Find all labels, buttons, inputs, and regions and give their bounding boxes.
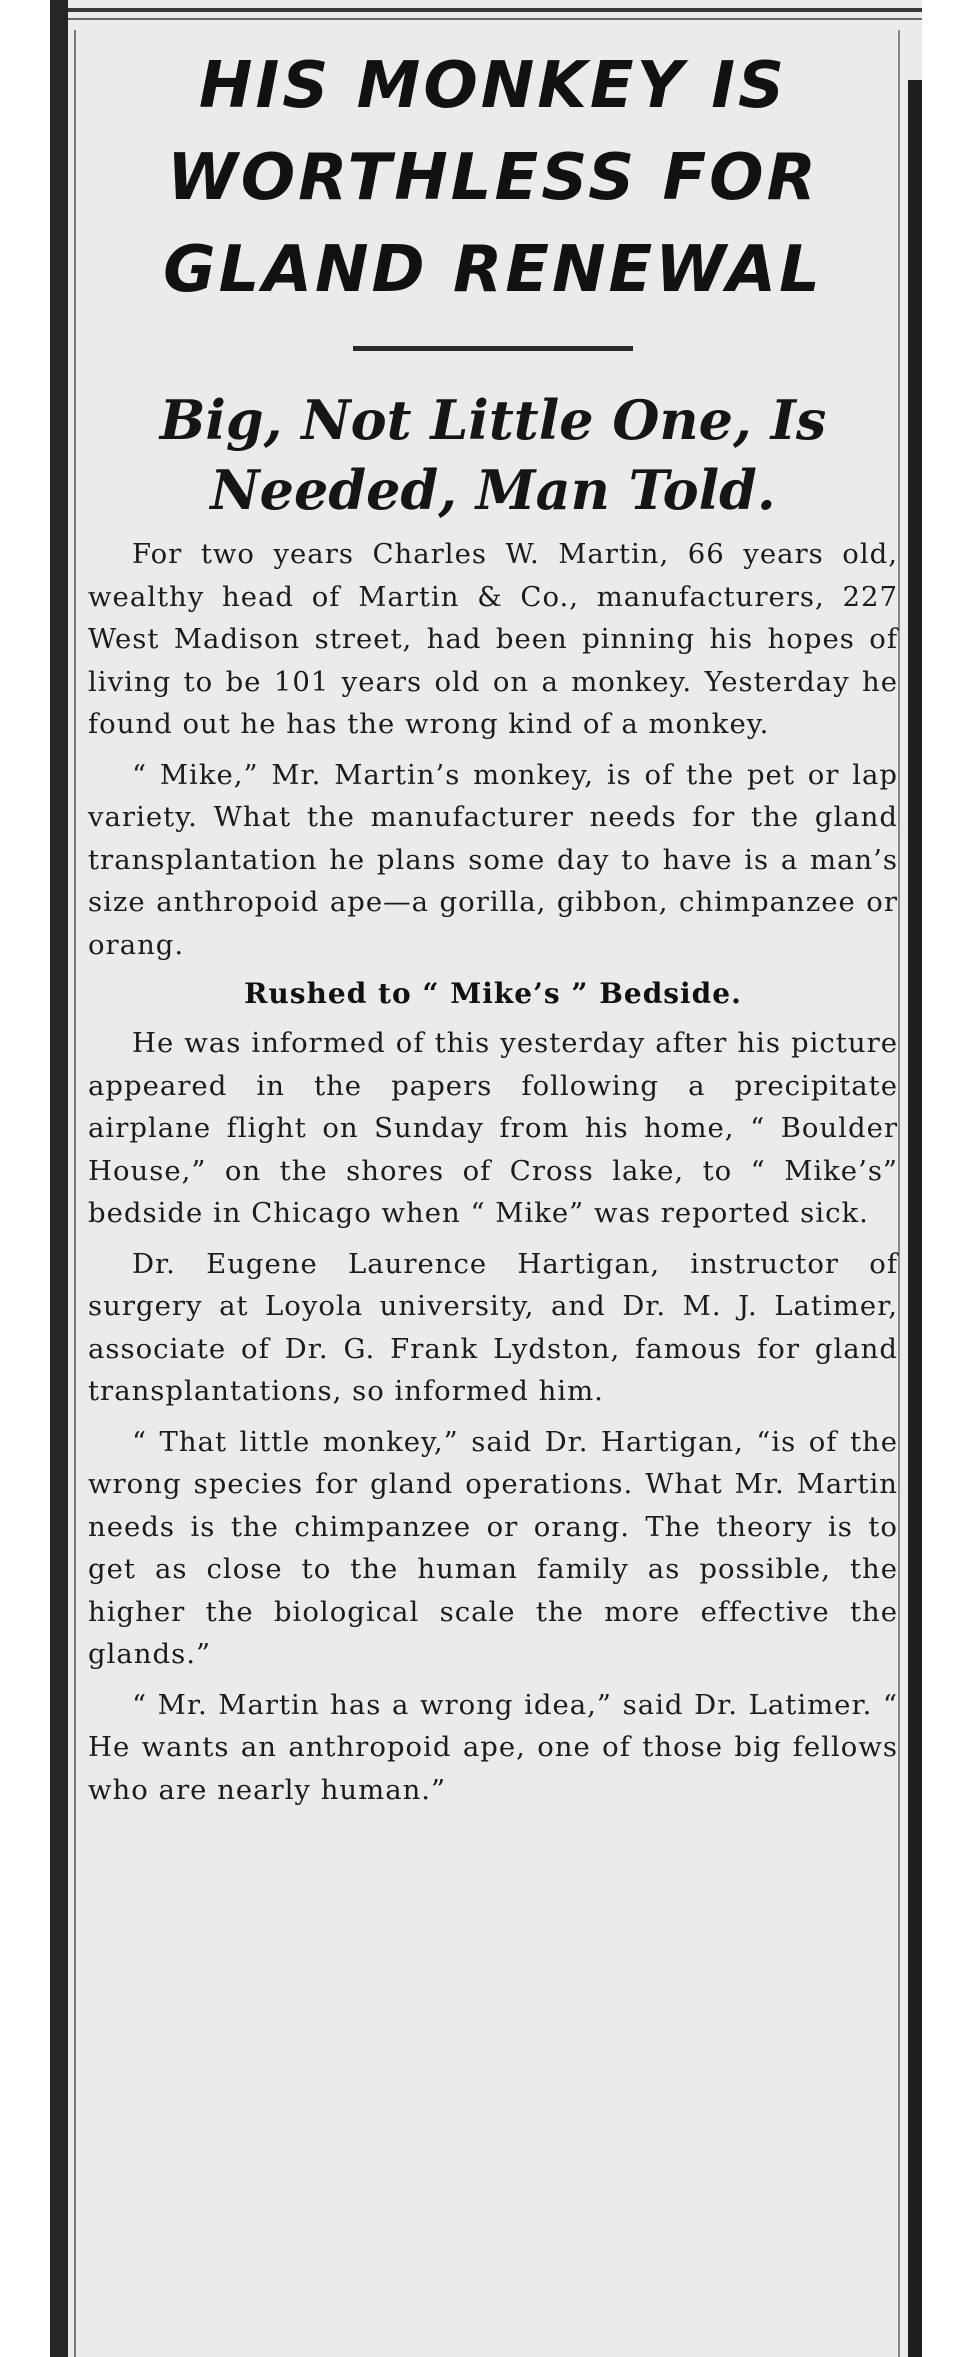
headline-line: GLAND RENEWAL <box>163 233 823 307</box>
crosshead: Rushed to “ Mike’s ” Bedside. <box>244 977 742 1010</box>
article-paragraph: Dr. Eugene Laurence Hartigan, instructor of surgery at Loyola university, and Dr. M. J. Latimer, associate of Dr. G. Frank Lydston, famous for gland transplantations, so informed him. <box>88 1247 898 1407</box>
headline-divider <box>353 346 633 351</box>
top-rule-thin <box>68 18 922 20</box>
column-rule-right <box>898 30 900 2357</box>
headline-line: HIS MONKEY IS <box>198 49 788 123</box>
article-paragraph: “ Mr. Martin has a wrong idea,” said Dr. Latimer. “ He wants an anthropoid ape, one of those big fellows who are nearly human.” <box>88 1688 898 1806</box>
article-column <box>88 30 898 1819</box>
subheadline-line: Big, Not Little One, Is <box>159 388 827 452</box>
headline-line: WORTHLESS FOR <box>167 141 819 215</box>
subheadline-line: Needed, Man Told. <box>210 458 776 522</box>
article-paragraph: For two years Charles W. Martin, 66 years old, wealthy head of Martin & Co., manufacturers, 227 West Madison street, had been pinning his hopes of living to be 101 years old on a monkey. Yesterday he found out he has the wrong kind of a monkey. <box>88 538 898 740</box>
newspaper-clipping <box>50 0 922 2357</box>
right-border <box>908 80 922 2357</box>
article-paragraph: “ Mike,” Mr. Martin’s monkey, is of the pet or lap variety. What the manufacturer needs for the gland transplantation he plans some day to have is a man’s size anthropoid ape—a gorilla, gibbon, chimpanzee or orang. <box>88 758 898 961</box>
column-rule-left <box>74 30 76 2357</box>
article-paragraph: “ That little monkey,” said Dr. Hartigan, “is of the wrong species for gland operations. What Mr. Martin needs is the chimpanzee or orang. The theory is to get as close to the human family as possible, the higher the biological scale the more effective the glands.” <box>88 1425 898 1670</box>
headline <box>88 40 898 316</box>
article-body <box>88 533 898 1811</box>
left-border <box>50 0 68 2357</box>
subheadline <box>88 385 898 525</box>
article-paragraph: He was informed of this yesterday after his picture appeared in the papers following a precipitate airplane flight on Sunday from his home, “ Boulder House,” on the shores of Cross lake, to “ Mike’s” bedside in Chicago when “ Mike” was reported sick. <box>88 1027 898 1229</box>
top-rule <box>68 8 922 12</box>
